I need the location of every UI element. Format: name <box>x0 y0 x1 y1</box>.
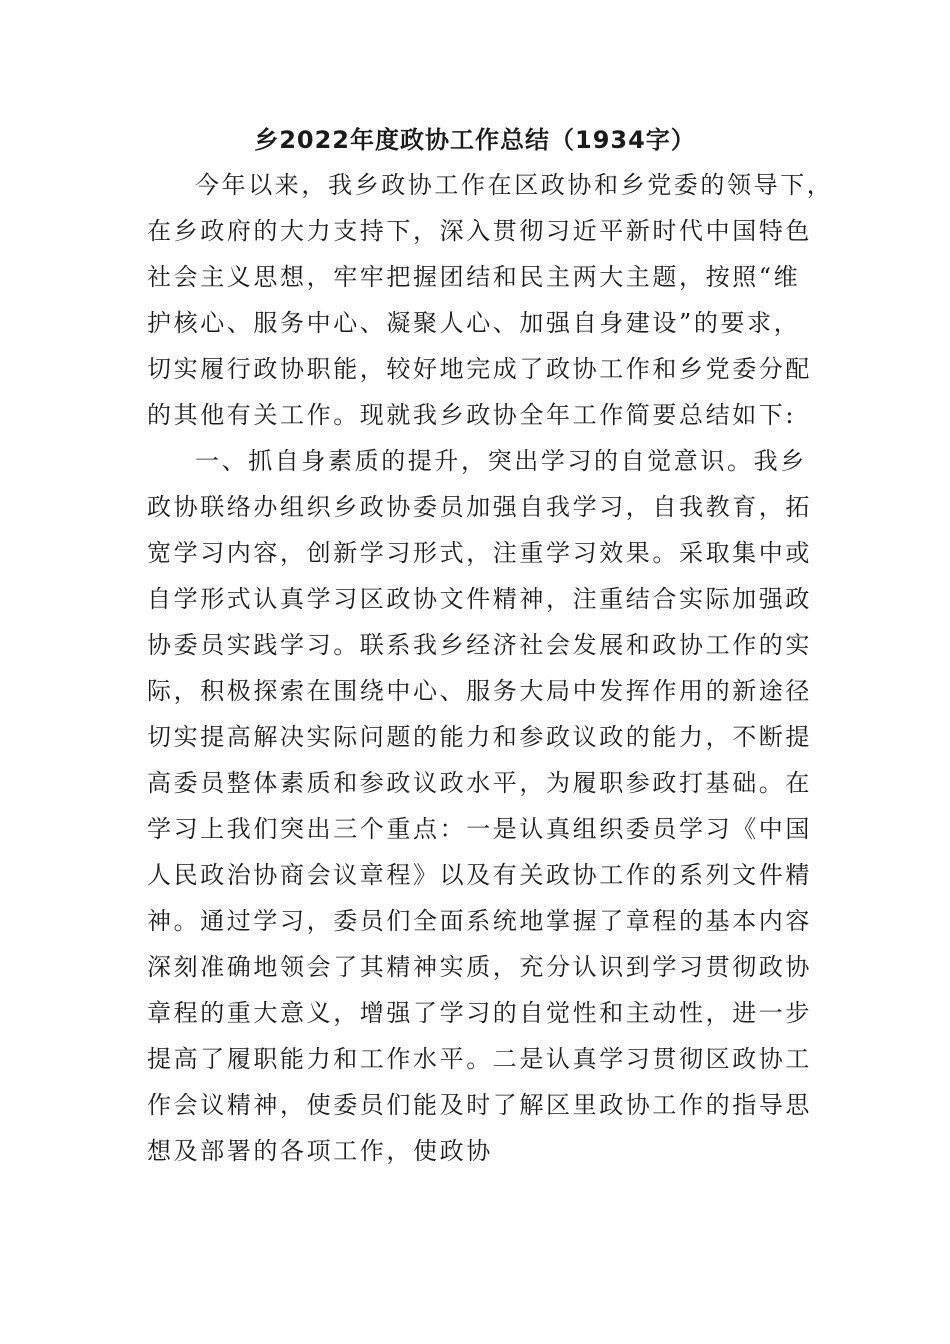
document-body <box>147 162 834 1174</box>
text-line: 神。通过学习，委员们全面系统地掌握了章程的基本内容 <box>147 907 812 935</box>
text-line: 切实提高解决实际问题的能力和参政议政的能力，不断提 <box>147 723 812 751</box>
text-line: 宽学习内容，创新学习形式，注重学习效果。采取集中或 <box>147 539 812 567</box>
text-line: 深刻准确地领会了其精神实质，充分认识到学习贯彻政协 <box>147 953 812 981</box>
text-line: 际，积极探索在围绕中心、服务大局中发挥作用的新途径 <box>147 677 812 705</box>
text-line: 在乡政府的大力支持下，深入贯彻习近平新时代中国特色 <box>147 217 812 245</box>
text-line: 作会议精神，使委员们能及时了解区里政协工作的指导思 <box>147 1091 812 1119</box>
text-line: 提高了履职能力和工作水平。二是认真学习贯彻区政协工 <box>147 1045 812 1073</box>
text-line: 高委员整体素质和参政议政水平，为履职参政打基础。在 <box>147 769 812 797</box>
paragraph-first-line: 今年以来，我乡政协工作在区政协和乡党委的领导下， <box>195 171 834 199</box>
text-line: 想及部署的各项工作，使政协 <box>147 1137 493 1165</box>
text-line: 切实履行政协职能，较好地完成了政协工作和乡党委分配 <box>147 355 812 383</box>
text-line: 人民政治协商会议章程》以及有关政协工作的系列文件精 <box>147 861 812 889</box>
text-line: 政协联络办组织乡政协委员加强自我学习，自我教育，拓 <box>147 493 812 521</box>
text-line: 护核心、服务中心、凝聚人心、加强自身建设”的要求， <box>147 309 801 337</box>
text-line: 的其他有关工作。现就我乡政协全年工作简要总结如下: <box>147 401 797 429</box>
text-line: 章程的重大意义，增强了学习的自觉性和主动性，进一步 <box>147 999 812 1027</box>
text-line: 协委员实践学习。联系我乡经济社会发展和政协工作的实 <box>147 631 812 659</box>
document-title: 乡2022年度政协工作总结（1934字） <box>254 126 696 154</box>
text-line: 学习上我们突出三个重点：一是认真组织委员学习《中国 <box>147 815 812 843</box>
paragraph-first-line: 一、抓自身素质的提升，突出学习的自觉意识。我乡 <box>195 447 807 475</box>
text-line: 自学形式认真学习区政协文件精神，注重结合实际加强政 <box>147 585 812 613</box>
text-line: 社会主义思想，牢牢把握团结和民主两大主题，按照“维 <box>147 263 801 291</box>
